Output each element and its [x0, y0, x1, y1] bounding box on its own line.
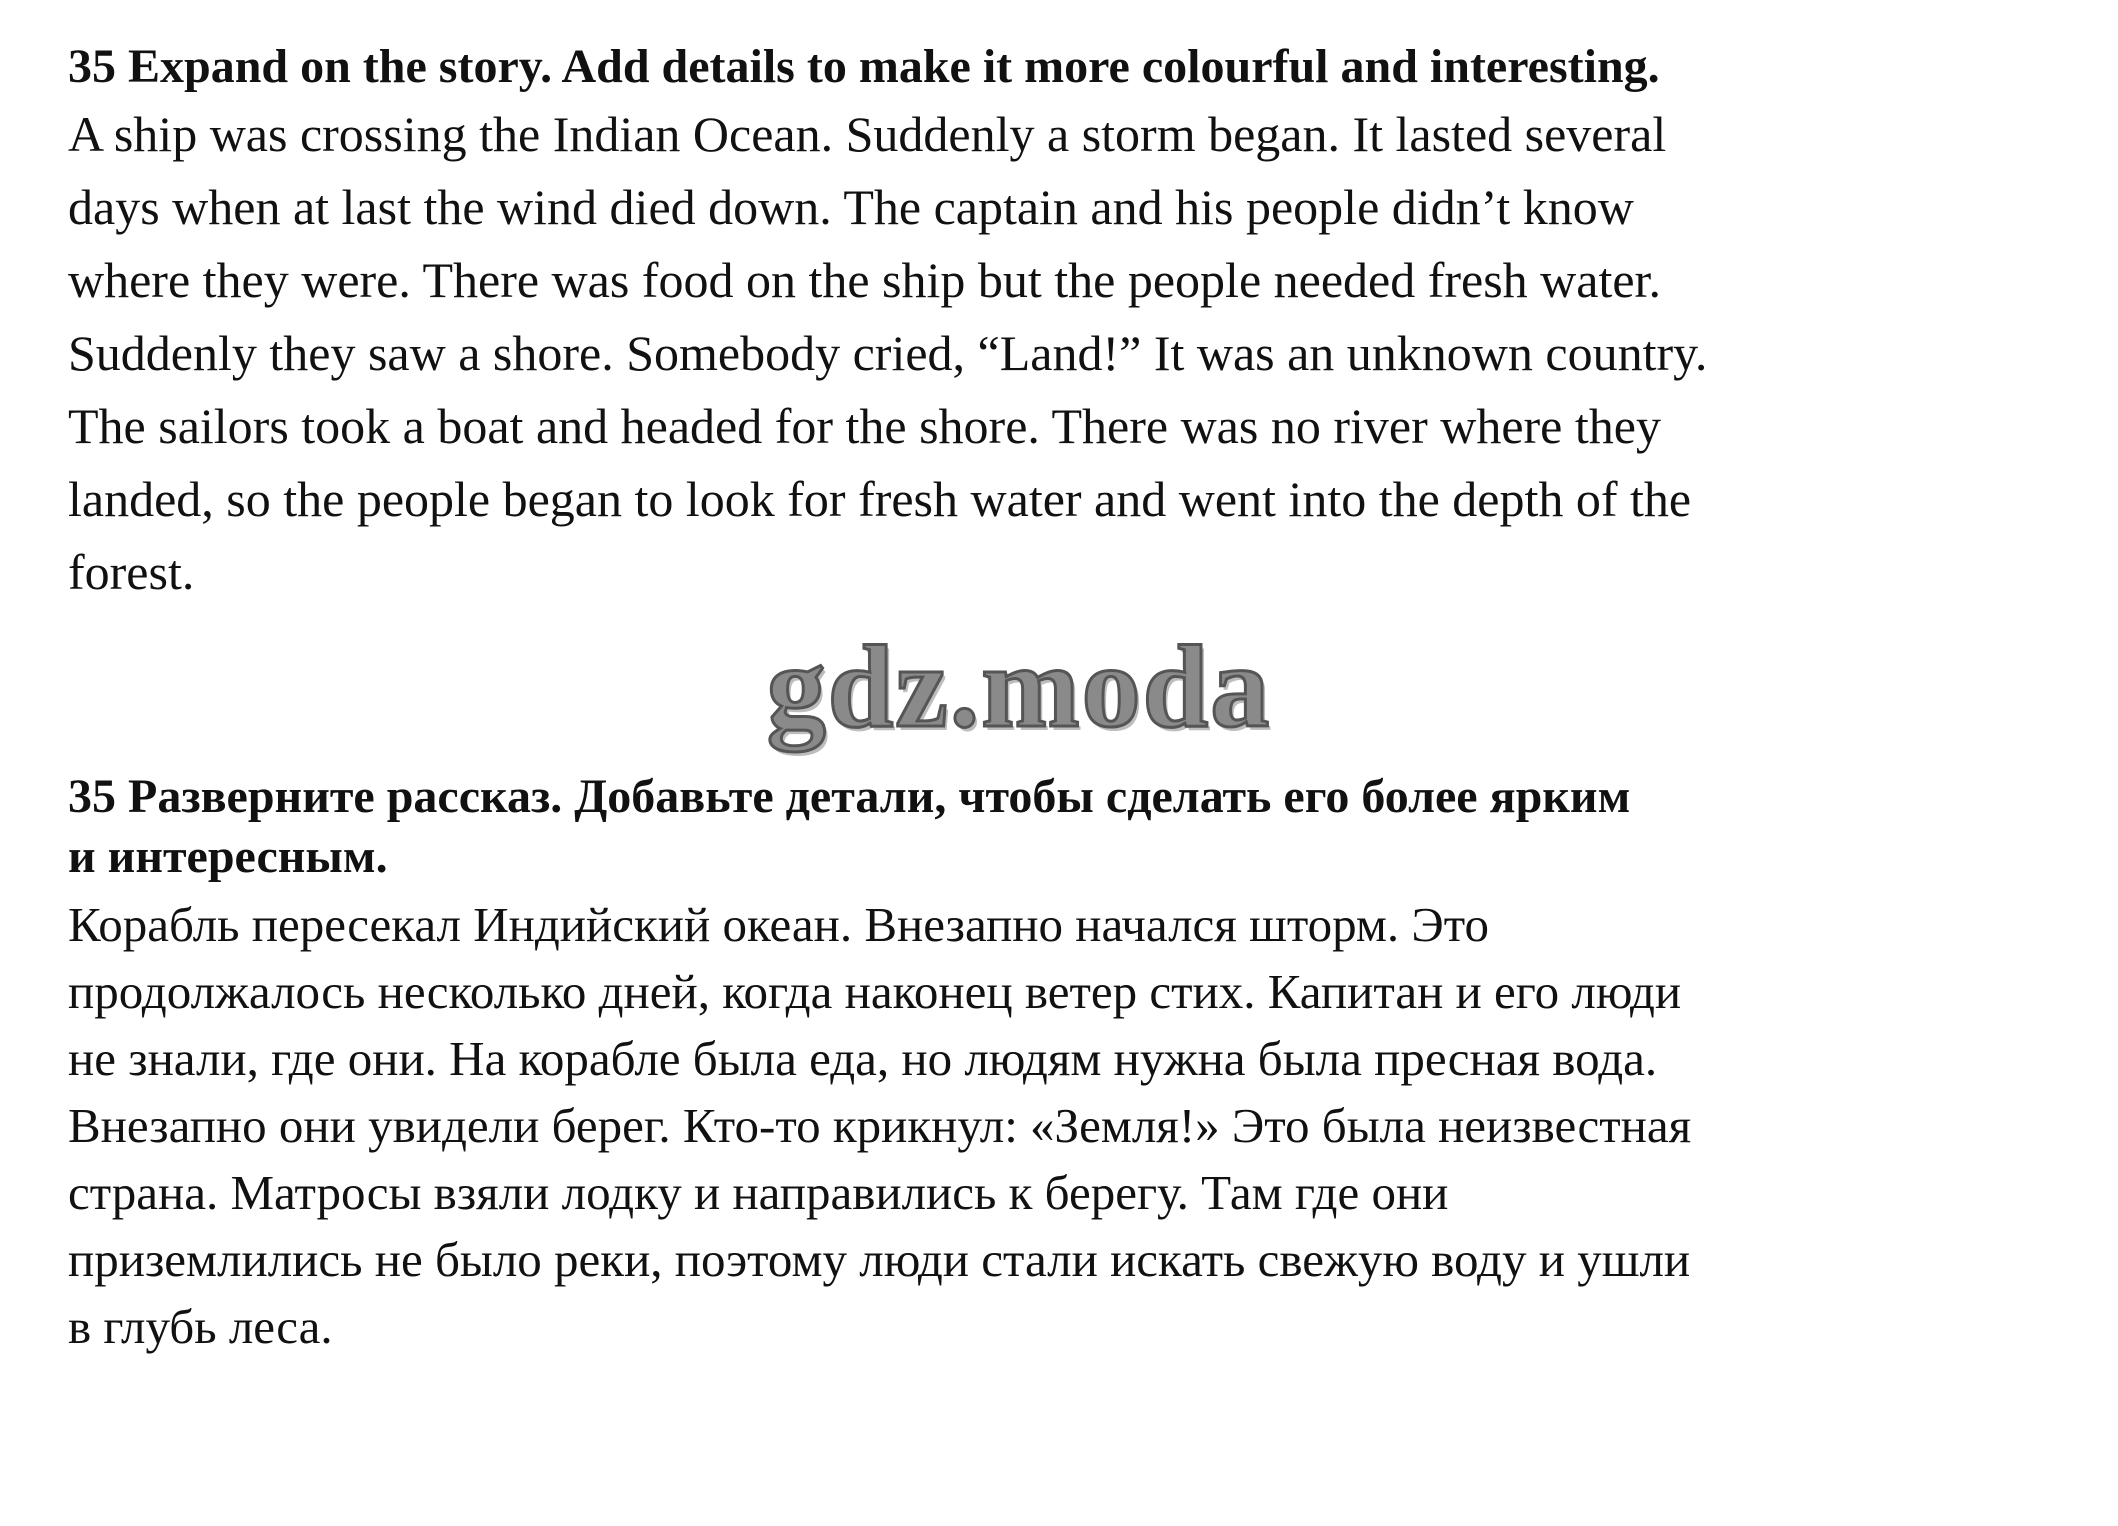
english-story-line: A ship was crossing the Indian Ocean. Suddenly a storm began. It lasted several	[68, 106, 1667, 162]
russian-story-line: Корабль пересекал Индийский океан. Внезапно начался шторм. Это	[68, 897, 1489, 952]
russian-story-line: страна. Матросы взяли лодку и направились к берегу. Там где они	[68, 1165, 1449, 1220]
russian-story-line: приземлились не было реки, поэтому люди стали искать свежую воду и ушли	[68, 1232, 1691, 1287]
english-story-line: where they were. There was food on the ship but the people needed fresh water.	[68, 252, 1661, 308]
russian-story-line: Внезапно они увидели берег. Кто-то крикнул: «Земля!» Это была неизвестная	[68, 1098, 1692, 1153]
russian-story	[68, 891, 2058, 1360]
english-section	[68, 38, 2058, 609]
russian-story-line: продолжалось несколько дней, когда наконец ветер стих. Капитан и его люди	[68, 964, 1682, 1019]
english-exercise-heading: 35 Expand on the story. Add details to make it more colourful and interesting.	[68, 40, 1660, 93]
english-story-line: The sailors took a boat and headed for the shore. There was no river where they	[68, 398, 1661, 454]
watermark-container	[0, 612, 2118, 762]
russian-story-line: не знали, где они. На корабле была еда, но людям нужна была пресная вода.	[68, 1031, 1658, 1086]
english-story-line: forest.	[68, 544, 195, 600]
russian-exercise-heading: 35 Разверните рассказ. Добавьте детали, чтобы сделать его более ярким	[68, 770, 1631, 823]
english-story-line: landed, so the people began to look for fresh water and went into the depth of the	[68, 471, 1692, 527]
site-watermark: gdz.moda	[766, 621, 1272, 752]
russian-story-line: в глубь леса.	[68, 1299, 333, 1354]
russian-exercise-heading: и интересным.	[68, 830, 388, 883]
english-story	[68, 98, 2058, 609]
russian-section	[68, 767, 2058, 1360]
english-story-line: Suddenly they saw a shore. Somebody cried, “Land!” It was an unknown country.	[68, 325, 1708, 381]
english-story-line: days when at last the wind died down. The captain and his people didn’t know	[68, 179, 1634, 235]
